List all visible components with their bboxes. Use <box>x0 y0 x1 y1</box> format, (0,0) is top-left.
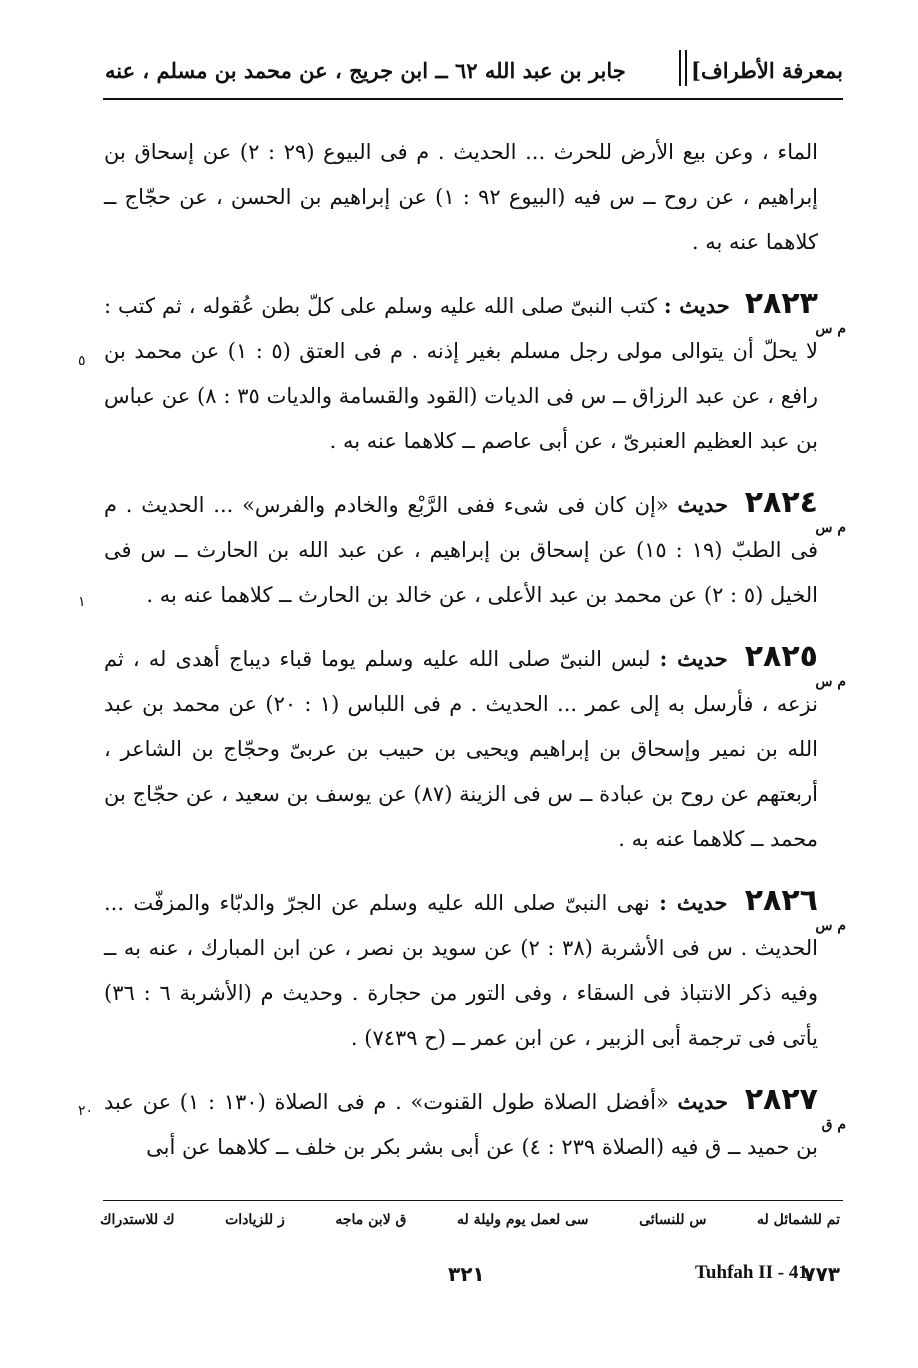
running-head-section-title: بمعرفة الأطراف] <box>691 58 843 83</box>
entry-lead: حديث : <box>659 890 728 915</box>
signature-mark: Tuhfah II - 41 <box>695 1262 808 1283</box>
hadith-entry <box>78 1077 846 1170</box>
footer-number-right: ٧٧٣ <box>803 1262 840 1286</box>
entry-sigla: م س <box>815 321 846 337</box>
entry-lead: حديث : <box>659 646 728 671</box>
margin-line-number: ١ <box>78 594 86 610</box>
hadith-entry <box>78 480 846 618</box>
footnote-rule <box>103 1200 843 1201</box>
entry-lead: حديث <box>677 1089 729 1114</box>
entry-number: ٢٨٢٦ <box>744 883 818 918</box>
margin-line-number: ٢٠ <box>78 1103 94 1119</box>
entry-text: لبس النبىّ صلى الله عليه وسلم يوما قباء ديباج أهدى له ، ثم نزعه ، فأرسل به إلى عمر ... الحديث . م فى اللباس (١ : ٢٠) عن محمد بن عبد الله بن نمير وإسحاق بن إبراهيم ويحيى بن حبيب بن عربىّ وحجّاج بن الشاعر ، أربعتهم عن روح بن عبادة ــ س فى الزينة (٨٧) عن يوسف بن سعيد ، عن حجّاج بن محمد ــ كلاهما عنه به . <box>104 647 819 851</box>
legend-item: ك للاستدراك <box>100 1212 175 1228</box>
running-head-chapter-title: جابر بن عبد الله ٦٢ ــ ابن جريج ، عن محمد بن مسلم ، عنه <box>105 58 626 83</box>
header-rule <box>103 98 843 100</box>
entry-sigla: م ق <box>821 1117 846 1133</box>
entry-sigla: م س <box>815 520 846 536</box>
entry-text: كتب النبىّ صلى الله عليه وسلم على كلّ بطن عُقوله ، ثم كتب : لا يحلّ أن يتوالى مولى رجل مسلم بغير إذنه . م فى العتق (٥ : ١) عن محمد بن رافع ، عن عبد الرزاق ــ س فى الديات (القود والقسامة والديات ٣٥ : ٨) عن عباس بن عبد العظيم العنبرىّ ، عن أبى عاصم ــ كلاهما عنه به . <box>104 294 818 453</box>
running-head-divider <box>679 50 681 86</box>
sigla-legend <box>100 1212 840 1228</box>
entry-sigla: م س <box>815 674 846 690</box>
entry-lead: حديث : <box>663 293 730 318</box>
entry-number: ٢٨٢٧ <box>744 1082 818 1117</box>
legend-item: س للنسائى <box>639 1212 707 1228</box>
hadith-entry <box>104 634 846 862</box>
legend-item: تم للشمائل له <box>757 1212 840 1228</box>
entry-text: نهى النبىّ صلى الله عليه وسلم عن الجرّ والدبّاء والمزفّت ... الحديث . س فى الأشربة (٣٨ : ٢) عن سويد بن نصر ، عن ابن المبارك ، عنه به ــ وفيه ذكر الانتباذ فى السقاء ، وفى التور من حجارة . وحديث م (الأشربة ٦ : ٣٦) يأتى فى ترجمة أبى الزبير ، عن ابن عمر ــ (ح ٧٤٣٩) . <box>104 891 819 1050</box>
entry-text: الماء ، وعن بيع الأرض للحرث ... الحديث . م فى البيوع (٢٩ : ٢) عن إسحاق بن إبراهيم ، عن روح ــ س فيه (البيوع ٩٢ : ١) عن إبراهيم بن الحسن ، عن حجّاج ــ كلاهما عنه به . <box>104 140 819 254</box>
hadith-entry <box>78 281 846 464</box>
entry-text: «أفضل الصلاة طول القنوت» . م فى الصلاة (١٣٠ : ١) عن عبد بن حميد ــ ق فيه (الصلاة ٢٣٩ : ٤) عن أبى بشر بكر بن خلف ــ كلاهما عن أبى <box>104 1090 818 1159</box>
legend-item: ز للزيادات <box>225 1212 285 1228</box>
entry-number: ٢٨٢٥ <box>744 639 818 674</box>
entry-sigla: م س <box>815 918 846 934</box>
margin-line-number: ٥ <box>78 353 86 369</box>
entry-number: ٢٨٢٣ <box>744 286 818 321</box>
main-text <box>78 130 846 1186</box>
entry-continuation <box>104 130 818 265</box>
page-number: ٣٢١ <box>448 1262 485 1286</box>
entry-number: ٢٨٢٤ <box>744 485 818 520</box>
entry-lead: حديث <box>677 492 728 517</box>
entry-text: «إن كان فى شىء ففى الرَّبْع والخادم والفرس» ... الحديث . م فى الطبّ (١٩ : ١٥) عن إسحاق بن إبراهيم ، عن عبد الله بن الحارث ــ س فى الخيل (٥ : ٢) عن محمد بن عبد الأعلى ، عن خالد بن الحارث ــ كلاهما عنه به . <box>104 493 818 607</box>
legend-item: سى لعمل يوم وليلة له <box>456 1212 589 1228</box>
running-head-divider <box>685 50 687 86</box>
legend-item: ق لابن ماجه <box>335 1212 407 1228</box>
hadith-entry <box>104 878 846 1061</box>
running-head <box>105 50 843 94</box>
